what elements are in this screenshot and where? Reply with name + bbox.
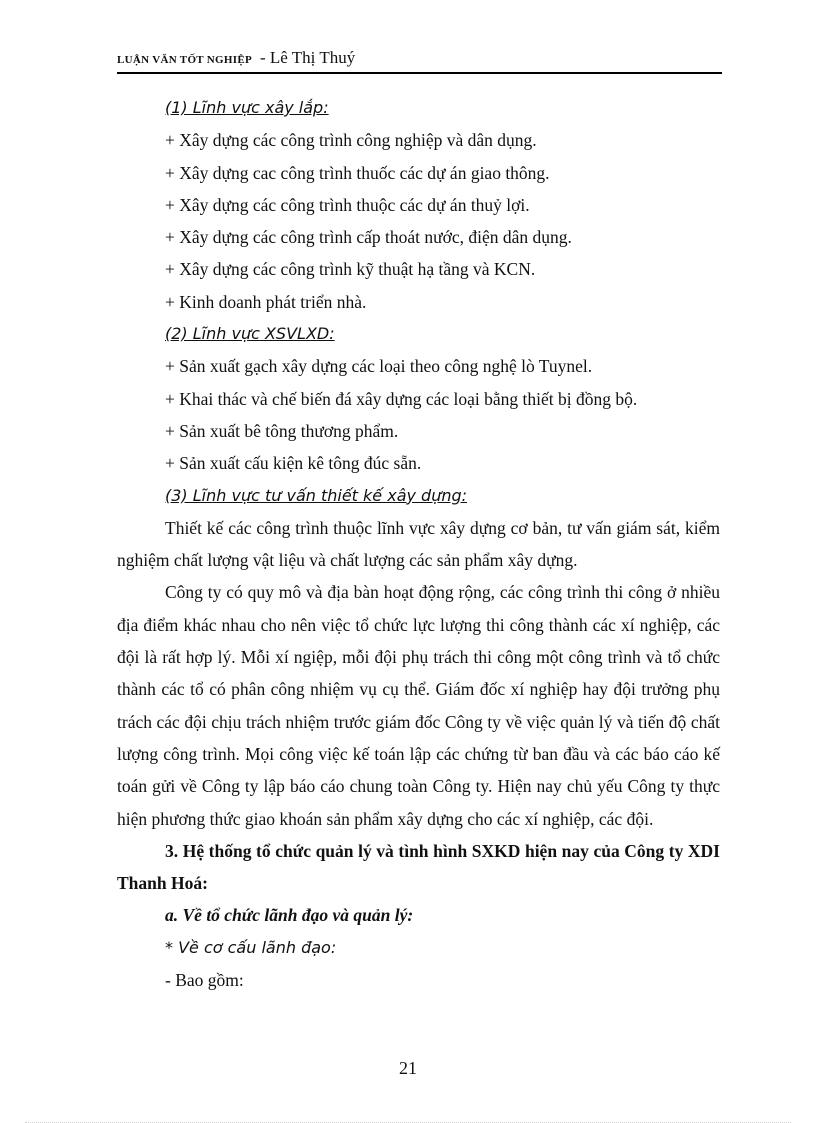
consulting-paragraph: Thiết kế các công trình thuộc lĩnh vực xây dựng cơ bản, tư vấn giám sát, kiểm nghiệm chất lượng vật liệu và chất lượng các sản phẩm xây dựng.: [117, 517, 720, 571]
list-item: + Xây dựng các công trình kỹ thuật hạ tầng và KCN.: [165, 259, 536, 280]
section-heading-consulting: (3) Lĩnh vực tư vấn thiết kế xây dựng:: [165, 485, 468, 505]
author-name: - Lê Thị Thuý: [259, 48, 356, 67]
list-item: + Sản xuất bê tông thương phẩm.: [165, 420, 399, 441]
list-item: + Xây dựng cac công trình thuốc các dự án giao thông.: [165, 162, 550, 183]
list-item: + Sản xuất gạch xây dựng các loại theo công nghệ lò Tuynel.: [165, 356, 593, 377]
list-item: + Kinh doanh phát triển nhà.: [165, 291, 367, 312]
list-intro: - Bao gồm:: [165, 970, 244, 991]
list-item: + Xây dựng các công trình công nghiệp và dân dụng.: [165, 130, 537, 151]
list-item: + Khai thác và chế biến đá xây dựng các loại bằng thiết bị đồng bộ.: [165, 388, 638, 409]
list-item: + Xây dựng các công trình thuộc các dự án thuỷ lợi.: [165, 194, 530, 215]
page-number: 21: [399, 1058, 417, 1078]
company-paragraph: Công ty có quy mô và địa bàn hoạt động rộng, các công trình thi công ở nhiều địa điểm khác nhau cho nên việc tổ chức lực lượng thi công thành các xí nghiệp, các đội là rất hợp lý. Mỗi xí ngiệp, mỗi đội phụ trách thi công một công trình và tổ chức thành các tổ có phân công nhiệm vụ cụ thể. Giám đốc xí nghiệp hay đội trưởng phụ trách các đội chịu trách nhiệm trước giám đốc Công ty về việc quản lý và tiến độ chất lượng công trình. Mọi công việc kế toán lập các chứng từ ban đầu và các báo cáo kế toán gửi về Công ty lập báo cáo chung toàn Công ty. Hiện nay chủ yếu Công ty thực hiện phương thức giao khoán sản phẩm xây dựng cho các xí nghiệp, các đội.: [117, 582, 720, 829]
section-heading-materials: (2) Lĩnh vực XSVLXD:: [165, 324, 335, 344]
heading-management-system: 3. Hệ thống tổ chức quản lý và tình hình SXKD hiện nay của Công ty XDI Thanh Hoá:: [117, 840, 720, 894]
section-heading-construction: (1) Lĩnh vực xây lắp:: [165, 98, 329, 117]
list-item: + Sản xuất cấu kiện kê tông đúc sẵn.: [165, 453, 422, 474]
page-header: [117, 48, 722, 74]
subheading-leadership: a. Về tổ chức lãnh đạo và quản lý:: [165, 905, 414, 926]
list-item: + Xây dựng các công trình cấp thoát nước, điện dân dụng.: [165, 227, 572, 248]
document-body: [117, 92, 720, 996]
subsubheading-structure: * Về cơ cấu lãnh đạo:: [165, 937, 337, 957]
thesis-title: LUẬN VĂN TỐT NGHIỆP: [117, 54, 252, 66]
